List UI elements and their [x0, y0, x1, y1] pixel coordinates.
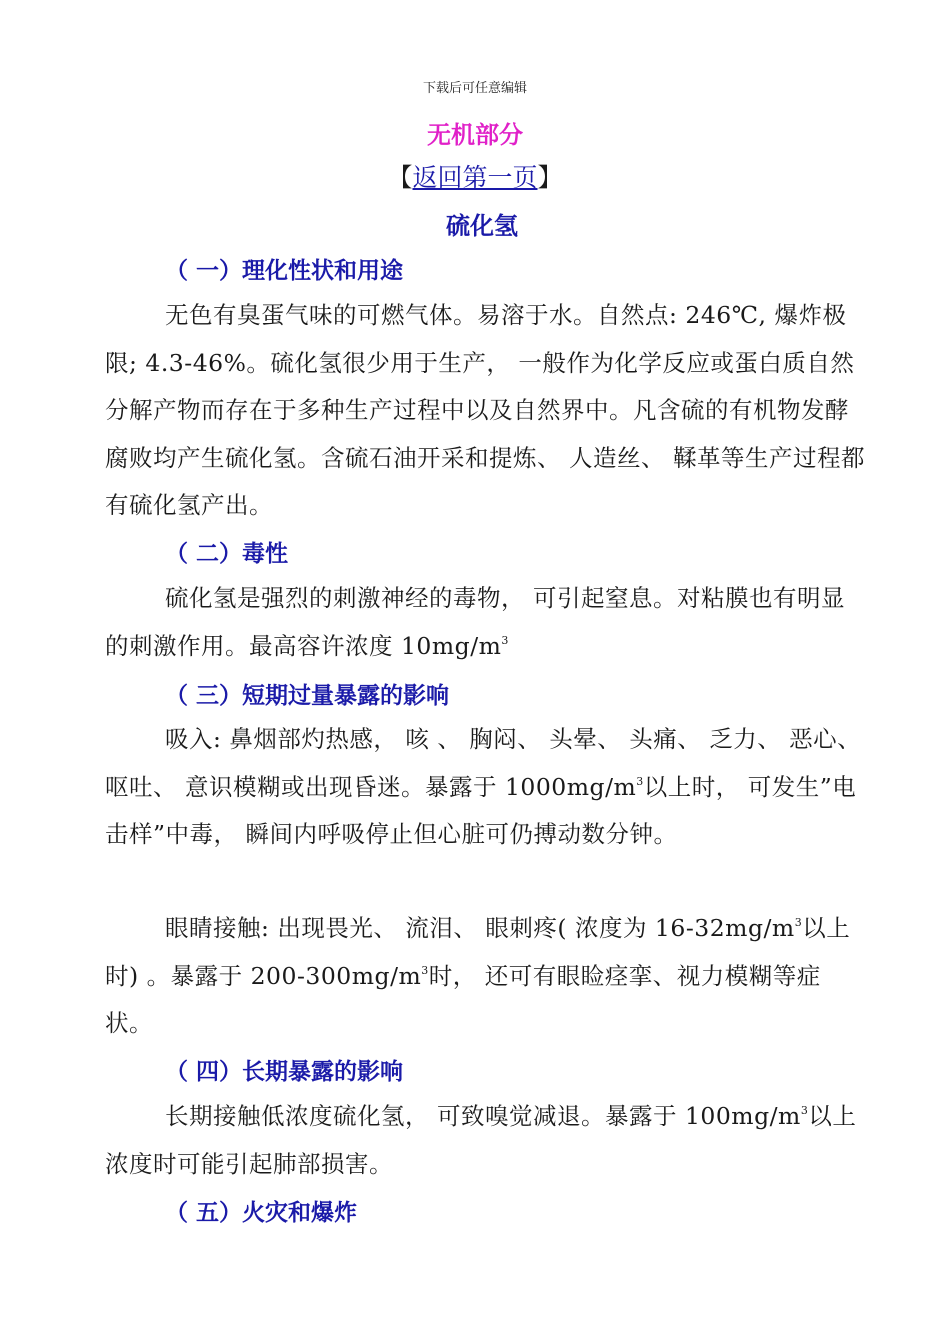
toxicity-paragraph [105, 575, 865, 670]
section-title: 无机部分 [427, 121, 523, 149]
eye-contact-paragraph [105, 905, 865, 1048]
inhalation-text-a: 吸入: 鼻烟部灼热感， 咳 、 胸闷、 头晕、 头痛、 乏力、 恶心、 呕吐、 意识模糊或出现昏迷。暴露于 1000mg/m [105, 725, 862, 801]
header-note: 下载后可任意编辑 [422, 81, 527, 96]
toxicity-text: 硫化氢是强烈的刺激神经的毒物， 可引起窒息。对粘膜也有明显的刺激作用。最高容许浓度 10mg/m [105, 584, 845, 660]
eye-text-b: 以上时) 。暴露于 200-300mg/m [105, 914, 851, 990]
inhalation-paragraph [105, 716, 865, 859]
superscript: 3 [501, 633, 509, 647]
section-heading-toxicity: （ 二）毒性 [165, 541, 289, 567]
long-term-text-b: 以上浓度时可能引起肺部损害。 [105, 1102, 857, 1178]
left-bracket: 【 [387, 163, 413, 192]
topic-title: 硫化氢 [446, 212, 518, 240]
inhalation-text-b: 以上时， 可发生”电击样”中毒， 瞬间内呼吸停止但心脏可仍搏动数分钟。 [105, 772, 857, 848]
back-to-first-page-link[interactable]: 返回第一页 [412, 163, 538, 192]
long-term-paragraph [105, 1093, 865, 1188]
section-heading-fire-explosion: （ 五）火灾和爆炸 [165, 1200, 358, 1226]
eye-text-c: 时， 还可有眼睑痉挛、视力模糊等症状。 [105, 961, 821, 1037]
long-term-text-a: 长期接触低浓度硫化氢， 可致嗅觉减退。暴露于 100mg/m [165, 1102, 801, 1130]
section-heading-short-term: （ 三）短期过量暴露的影响 [165, 683, 450, 709]
superscript: 3 [636, 774, 644, 788]
section-heading-long-term: （ 四）长期暴露的影响 [165, 1059, 404, 1085]
back-link-row [0, 158, 950, 194]
eye-text-a: 眼睛接触: 出现畏光、 流泪、 眼刺疼( 浓度为 16-32mg/m [165, 914, 795, 942]
superscript: 3 [794, 916, 803, 929]
properties-paragraph: 无色有臭蛋气味的可燃气体。易溶于水。自然点: 246℃, 爆炸极限; 4.3-46%。硫化氢很少用于生产， 一般作为化学反应或蛋白质自然分解产物而存在于多种生产过程中以及自然界中。凡含硫的有机物发酵腐败均产生硫化氢。含硫石油开采和提炼、 人造丝、 鞣革等生产过程都有硫化氢产出。 [105, 301, 865, 519]
right-bracket: 】 [537, 163, 563, 192]
section-heading-properties: （ 一）理化性状和用途 [165, 258, 404, 284]
superscript: 3 [421, 963, 429, 977]
superscript: 3 [800, 1104, 809, 1117]
